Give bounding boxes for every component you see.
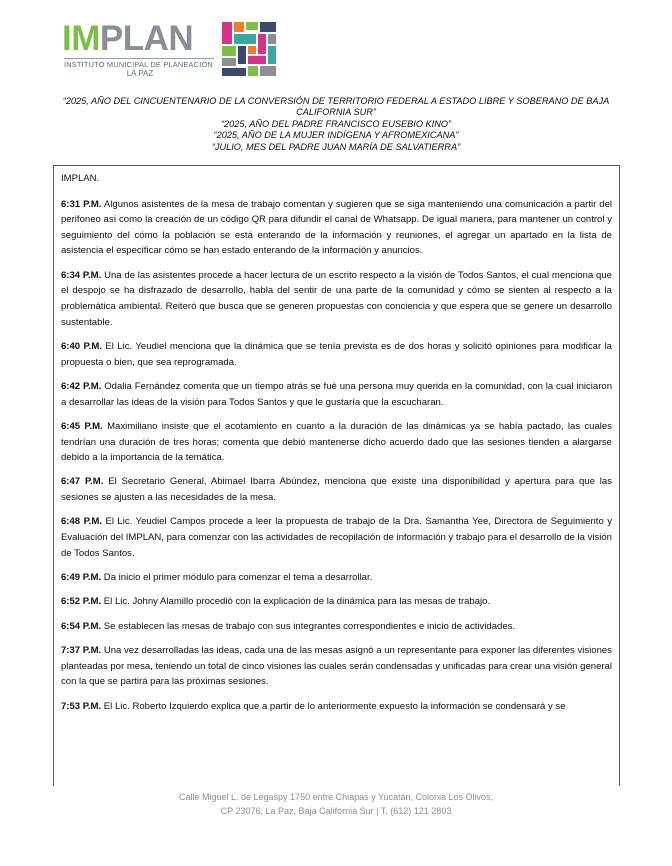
entry-text: El Lic. Johny Alamillo procedió con la explicación de la dinámica para las mesas de trabajo. xyxy=(101,596,491,608)
minutes-entry xyxy=(61,474,612,505)
entry-text: Odalia Fernández comenta que un tiempo atrás se fué una persona muy querida en la comunidad, con la cual iniciaron a desarrollar las ideas de la visión para Todos Santos y que le gustaría que la escucharan. xyxy=(61,380,612,408)
entry-time: 6:34 P.M. xyxy=(61,269,102,281)
minutes-entry xyxy=(61,379,612,410)
entry-text: El Lic. Yeudiel Campos procede a leer la propuesta de trabajo de la Dra. Samantha Yee, Directora de Seguimiento y Evaluación del IMPLAN, para comenzar con las actividades de recopilación de información y trabajo para el desarrollo de la visión de Todos Santos. xyxy=(61,516,613,559)
entry-time: 6:48 P.M. xyxy=(61,516,102,528)
page-footer xyxy=(100,791,572,818)
entry-text: El Lic. Yeudiel menciona que la dinámica que se tenía prevista es de dos horas y solicitó opiniones para modificar la propuesta o bien, que sea reprogramada. xyxy=(61,340,612,368)
minutes-entry xyxy=(61,619,612,635)
footer-address: Calle Miguel L. de Legaspy 1750 entre Chiapas y Yucatán, Colonia Los Olivos, xyxy=(178,792,494,802)
motto-line: “2025, AÑO DE LA MUJER INDÍGENA Y AFROMEXICANA” xyxy=(213,130,459,141)
motto-line: “2025, AÑO DEL CINCUENTENARIO DE LA CONVERSIÓN DE TERRITORIO FEDERAL A ESTADO LIBRE Y SOBERANO DE BAJA CALIFORNIA SUR” xyxy=(62,96,610,118)
logo-word-plan: PLAN xyxy=(99,19,194,58)
entry-text: Da inicio el primer módulo para comenzar el tema a desarrollar. xyxy=(101,572,373,584)
entry-time: 6:49 P.M. xyxy=(61,572,102,584)
entry-time: 6:54 P.M. xyxy=(61,620,102,632)
logo-city: LA PAZ xyxy=(126,69,154,78)
minutes-entry xyxy=(61,514,612,561)
entry-time: 6:47 P.M. xyxy=(61,476,104,488)
logo-wordmark xyxy=(62,20,193,58)
logo-subtitle: INSTITUTO MUNICIPAL DE PLANEACIÓN xyxy=(64,60,213,69)
minutes-content-box xyxy=(53,165,620,786)
entry-time: 6:45 P.M. xyxy=(61,420,103,432)
minutes-entry xyxy=(61,699,612,715)
footer-contact: CP 23076, La Paz, Baja California Sur | T. (612) 121 2803 xyxy=(220,805,452,816)
minutes-entry xyxy=(61,197,612,259)
minutes-entry xyxy=(61,419,612,466)
lead-line: IMPLAN. xyxy=(61,173,100,184)
logo-divider xyxy=(64,58,214,59)
minutes-entry xyxy=(61,339,612,370)
entry-text: Maximiliano insiste que el acotamiento en cuanto a la duración de las dinámicas ya se había pactado, las cuales tendrían una duración de tres horas; comenta que debió mantenerse dicho acuerdo dado que las sesiones tienden a alargarse debido a la importancia de la temática. xyxy=(61,420,613,464)
entry-time: 6:40 P.M. xyxy=(61,340,102,352)
entry-text: Se establecen las mesas de trabajo con sus integrantes correspondientes e inicio de actividades. xyxy=(101,620,516,632)
entry-text: El Lic. Roberto Izquierdo explica que a partir de lo anteriormente expuesto la información se condensará y se xyxy=(101,700,566,712)
entry-time: 7:37 P.M. xyxy=(61,645,102,657)
entry-time: 7:53 P.M. xyxy=(61,700,102,712)
logo-word-im: IM xyxy=(62,19,100,58)
entry-text: Una vez desarrolladas las ideas, cada una de las mesas asignó a un representante para exponer las diferentes visiones planteadas por mesa, teniendo un total de cinco visiones las cuales serán condensadas y unificadas para crear una visión general con la que se partirá para las próximas sesiones. xyxy=(61,645,612,688)
entry-text: Algunos asistentes de la mesa de trabajo comentan y sugieren que se siga manteniendo una comunicación a partir del perifoneo así como la creación de un código QR para difundir el canal de Whatsapp. De igual manera, para mantener un control y seguimiento del cómo la población se está enterando de la información y reuniones, el agregar un apartado en la lista de asistencia el especificar cómo se han estado enterando de la información y anuncios. xyxy=(61,198,612,257)
logo-mosaic-icon xyxy=(222,22,278,76)
entry-time: 6:52 P.M. xyxy=(61,596,102,608)
minutes-entry xyxy=(61,643,612,690)
minutes-entry xyxy=(61,570,612,586)
motto-line: “JULIO, MES DEL PADRE JUAN MARÍA DE SALVATIERRA” xyxy=(211,141,461,152)
entry-time: 6:31 P.M. xyxy=(61,198,102,210)
minutes-entry xyxy=(61,268,612,330)
implan-logo xyxy=(62,20,282,82)
entry-text: Una de las asistentes procede a hacer lectura de un escrito respecto a la visión de Todos Santos, el cual menciona que el despojo se ha disfrazado de desarrollo, habla del sentir de una parte de la comunidad y cómo se sienten al respecto a la problemática ambiental. Reiteró que busca que se generen propuestas con conciencia y que espera que se genere un desarrollo sustentable. xyxy=(61,269,612,328)
entry-text: El Secretario General, Abimael Ibarra Abúndez, menciona que existe una disponibilidad y apertura para que las sesiones se ajusten a las necesidades de la mesa. xyxy=(61,476,612,504)
entry-time: 6:42 P.M. xyxy=(61,380,102,392)
motto-line: “2025, AÑO DEL PADRE FRANCISCO EUSEBIO KINO” xyxy=(220,118,452,129)
minutes-entry xyxy=(61,594,612,610)
commemorative-mottos xyxy=(56,96,616,153)
